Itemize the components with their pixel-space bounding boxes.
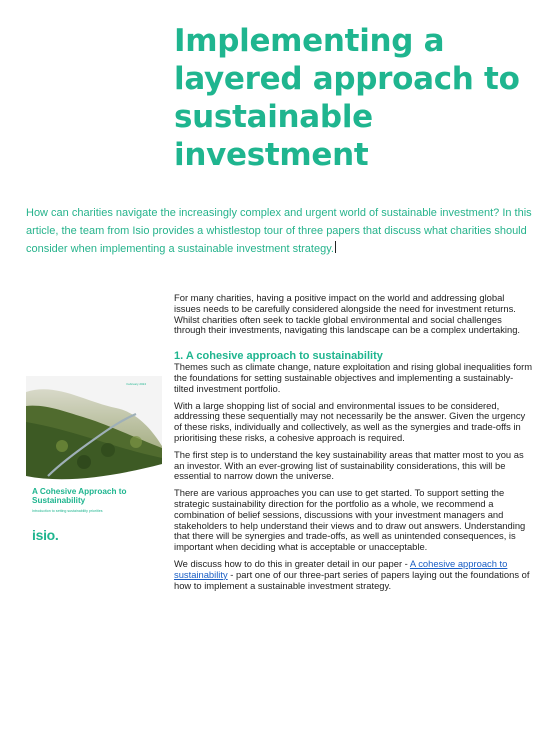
text-cursor (335, 241, 336, 253)
intro-text: How can charities navigate the increasingly complex and urgent world of sustainable investment? In this article, the team from Isio provides a whistlestop tour of three papers that discuss what charities should consider when implementing a sustainable investment strategy. (26, 207, 532, 255)
section-heading: 1. A cohesive approach to sustainability (174, 350, 383, 363)
isio-logo: isio. (32, 527, 59, 543)
link-trail-text: - part one of our three-part series of papers laying out the foundations of how to implement a sustainable investment strategy. (174, 568, 530, 591)
paper-cover-image[interactable] (26, 376, 162, 552)
paragraph-intro: For many charities, having a positive impact on the world and addressing global issues needs to be carefully considered alongside the need for investment returns. Whilst charities often seek to tackle global environmental and social challenges through their investments, navigating this landscape can be a complex undertaking. (174, 292, 521, 336)
section-paragraph-with-link (174, 559, 532, 591)
article-body (174, 293, 532, 597)
cover-title: A Cohesive Approach to Sustainability (32, 487, 127, 506)
cover-subtitle: Introduction to setting sustainability priorities (32, 509, 103, 513)
cover-date: February 2024 (126, 382, 146, 386)
article-title: Implementing a layered approach to sustainable investment (174, 23, 520, 173)
article-intro (26, 204, 538, 258)
section-paragraph: There are various approaches you can use to get started. To support setting the strategic sustainability direction for the portfolio as a whole, we recommend a combination of belief sessions, discussions with your investment managers and stakeholders to help understand their views and to draw out answers. Understanding that there will be synergies and trade-offs, as well as unintended consequences, is important when deciding what is acceptable or unacceptable. (174, 487, 526, 553)
link-lead-text: We discuss how to do this in greater detail in our paper - (174, 557, 410, 569)
section-paragraph: With a large shopping list of social and environmental issues to be considered, addressing these sequentially may not necessarily be the answer. Given the urgency of these risks, individually and collectively, as well as the synergies and trade-offs in prioritising these risks, a cohesive approach is required. (174, 399, 526, 443)
paper-link[interactable]: A cohesive approach to sustainability (174, 557, 508, 580)
section-paragraph: Themes such as climate change, nature exploitation and rising global inequalities form the foundations for setting sustainable objectives and implementing a sustainably-tilted investment portfolio. (174, 361, 533, 394)
section-paragraph: The first step is to understand the key sustainability areas that matter most to you as an investor. With an ever-growing list of sustainability considerations, this will be essential to narrow down the universe. (174, 448, 524, 482)
landscape-photo (26, 376, 162, 552)
